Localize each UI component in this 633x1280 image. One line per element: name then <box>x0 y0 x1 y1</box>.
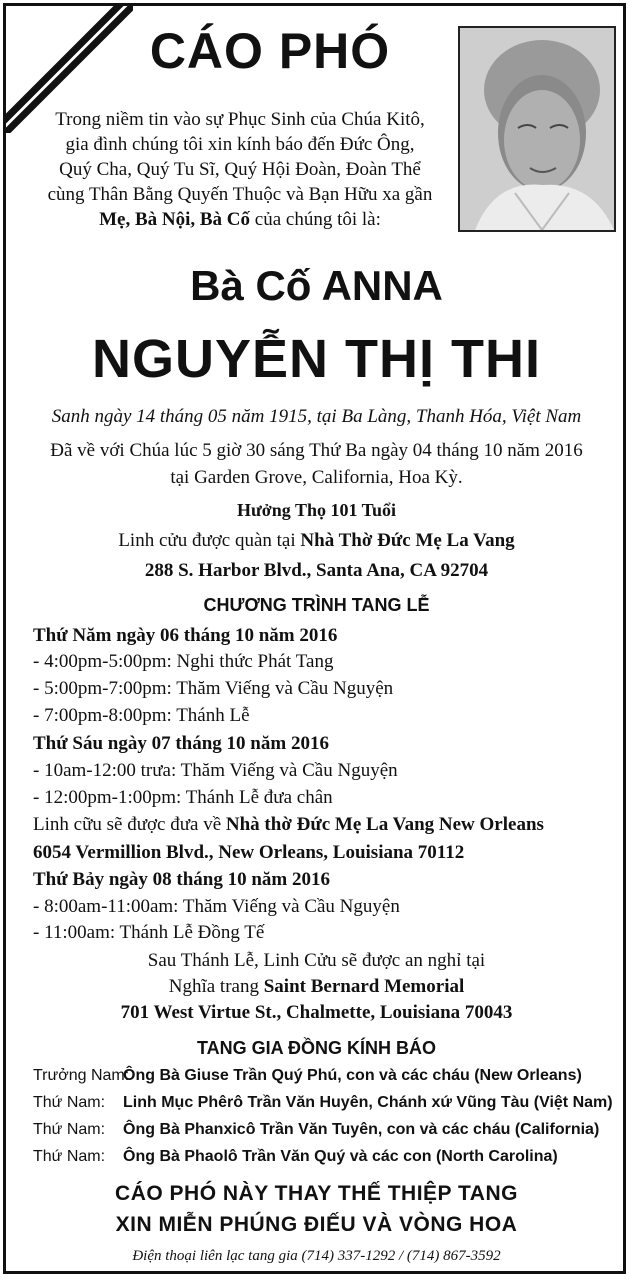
portrait-photo <box>458 26 616 232</box>
intro-line: gia đình chúng tôi xin kính báo đến Đức Ông, <box>65 134 415 155</box>
transfer-line <box>33 814 613 836</box>
viewing-address: 288 S. Harbor Blvd., Santa Ana, CA 92704 <box>144 560 489 581</box>
family-row <box>33 1094 623 1112</box>
day1-item: - 5:00pm-7:00pm: Thăm Viếng và Cầu Nguyện <box>33 678 394 699</box>
footer-notice-line1: CÁO PHÓ NÀY THAY THẾ THIỆP TANG <box>115 1182 518 1205</box>
family-title: TANG GIA ĐỒNG KÍNH BÁO <box>197 1038 436 1058</box>
burial-line2 <box>10 976 623 998</box>
day3-heading: Thứ Bảy ngày 08 tháng 10 năm 2016 <box>33 869 330 890</box>
intro-line: Quý Cha, Quý Tu Sĩ, Quý Hội Đoàn, Đoàn Thể <box>59 159 421 180</box>
intro-line-rest: của chúng tôi là: <box>250 209 381 230</box>
family-role: Thứ Nam: <box>33 1121 106 1138</box>
family-name: Ông Bà Phanxicô Trần Văn Tuyên, con và các cháu (California) <box>123 1121 600 1138</box>
family-role: Thứ Nam: <box>33 1148 106 1165</box>
family-name: Ông Bà Giuse Trần Quý Phú, con và các cháu (New Orleans) <box>123 1067 582 1084</box>
deceased-name-line1: Bà Cố ANNA <box>190 262 443 309</box>
burial-line1: Sau Thánh Lễ, Linh Cửu sẽ được an nghỉ tại <box>147 950 486 971</box>
family-row <box>33 1121 623 1139</box>
intro-line: cùng Thân Bằng Quyến Thuộc và Bạn Hữu xa gần <box>47 184 433 205</box>
contact-phone: Điện thoại liên lạc tang gia (714) 337-1292 / (714) 867-3592 <box>132 1248 501 1264</box>
program-title: CHƯƠNG TRÌNH TANG LỄ <box>203 595 430 615</box>
birth-info: Sanh ngày 14 tháng 05 năm 1915, tại Ba Làng, Thanh Hóa, Việt Nam <box>51 406 582 427</box>
family-row <box>33 1067 623 1085</box>
family-name: Ông Bà Phaolô Trần Văn Quý và các con (North Carolina) <box>123 1148 558 1165</box>
death-info-line2: tại Garden Grove, California, Hoa Kỳ. <box>170 467 463 488</box>
deceased-name-line2: NGUYỄN THỊ THI <box>91 329 541 389</box>
day2-heading: Thứ Sáu ngày 07 tháng 10 năm 2016 <box>33 733 329 754</box>
day3-item: - 11:00am: Thánh Lễ Đồng Tế <box>33 922 265 943</box>
intro-paragraph <box>20 107 460 232</box>
day1-item: - 4:00pm-5:00pm: Nghi thức Phát Tang <box>33 651 334 672</box>
viewing-place: Nhà Thờ Đức Mẹ La Vang <box>300 530 515 551</box>
viewing-prefix: Linh cửu được quàn tại <box>118 530 301 551</box>
day3-item: - 8:00am-11:00am: Thăm Viếng và Cầu Nguyện <box>33 896 400 917</box>
burial-place: Saint Bernard Memorial <box>263 976 465 997</box>
burial-prefix: Nghĩa trang <box>168 976 264 997</box>
burial-address: 701 West Virtue St., Chalmette, Louisiana 70043 <box>120 1002 513 1023</box>
transfer-place: Nhà thờ Đức Mẹ La Vang New Orleans <box>225 814 544 835</box>
transfer-address: 6054 Vermillion Blvd., New Orleans, Louisiana 70112 <box>33 842 465 863</box>
family-row <box>33 1148 623 1166</box>
age-text: Hưởng Thọ 101 Tuổi <box>236 500 396 520</box>
family-name: Linh Mục Phêrô Trần Văn Huyên, Chánh xứ Vũng Tàu (Việt Nam) <box>123 1094 613 1111</box>
death-info-line1: Đã về với Chúa lúc 5 giờ 30 sáng Thứ Ba ngày 04 tháng 10 năm 2016 <box>50 440 583 461</box>
day1-heading: Thứ Năm ngày 06 tháng 10 năm 2016 <box>33 625 338 646</box>
transfer-prefix: Linh cữu sẽ được đưa về <box>33 814 226 835</box>
portrait-image <box>460 28 614 230</box>
day2-item: - 12:00pm-1:00pm: Thánh Lễ đưa chân <box>33 787 333 808</box>
relation-text: Mẹ, Bà Nội, Bà Cố <box>99 209 251 230</box>
page-title: CÁO PHÓ <box>149 23 391 79</box>
viewing-line <box>10 530 623 552</box>
intro-line: Trong niềm tin vào sự Phục Sinh của Chúa Kitô, <box>55 109 425 130</box>
footer-notice-line2: XIN MIỄN PHÚNG ĐIẾU VÀ VÒNG HOA <box>115 1213 518 1236</box>
day2-item: - 10am-12:00 trưa: Thăm Viếng và Cầu Nguyện <box>33 760 398 781</box>
intro-line <box>20 207 460 232</box>
family-role: Trưởng Nam: <box>33 1067 130 1084</box>
day1-item: - 7:00pm-8:00pm: Thánh Lễ <box>33 705 250 726</box>
family-role: Thứ Nam: <box>33 1094 106 1111</box>
